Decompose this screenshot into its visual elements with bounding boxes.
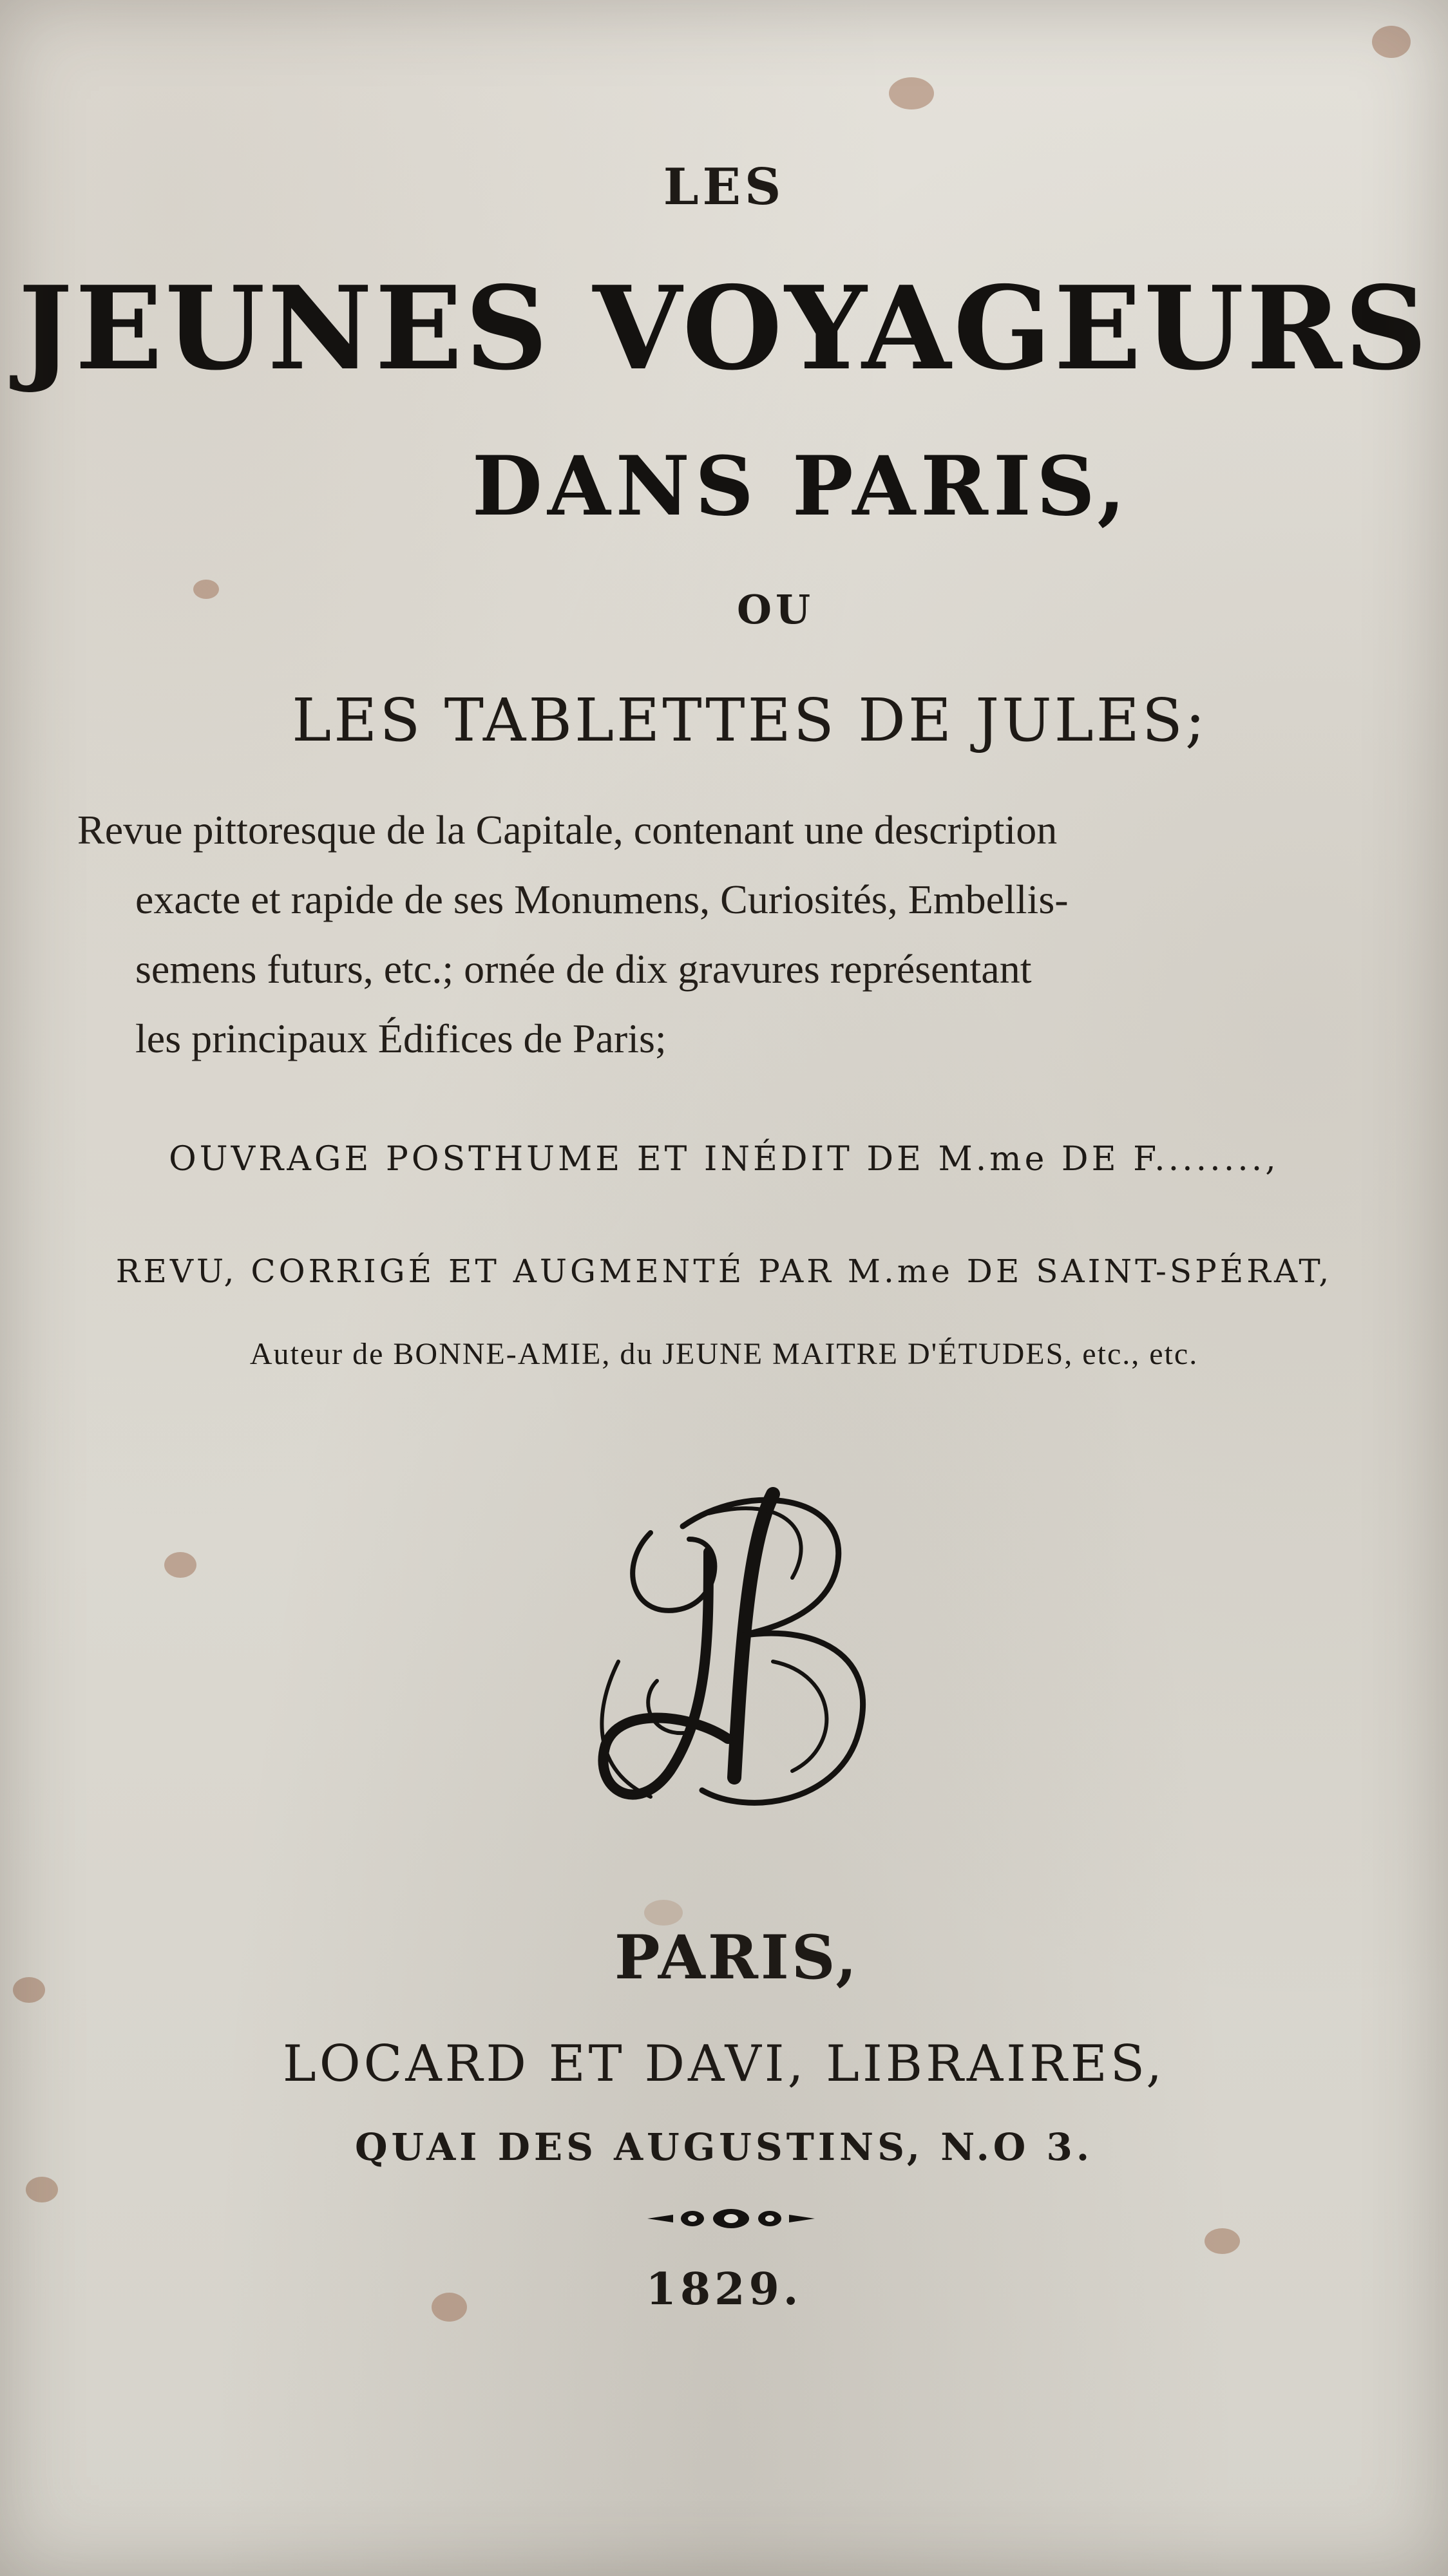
posthumous-work-line: OUVRAGE POSTHUME ET INÉDIT DE M.me DE F........, (169, 1140, 1279, 1179)
foxing-stain (164, 1552, 196, 1578)
description-line: les principaux Édifices de Paris; (135, 1016, 667, 1061)
publisher-imprint: LOCARD ET DAVI, LIBRAIRES, (282, 2035, 1166, 2093)
main-title: JEUNES VOYAGEURS (18, 261, 1430, 395)
subtitle: DANS PARIS, (472, 439, 1131, 534)
printers-ornament-icon (647, 2206, 815, 2231)
city-imprint: PARIS, (614, 1922, 860, 1993)
description-line: Revue pittoresque de la Capitale, contenant une description (77, 807, 1058, 853)
publisher-address: QUAI DES AUGUSTINS, N.O 3. (354, 2125, 1094, 2169)
foxing-stain (889, 77, 934, 109)
les-heading: LES (663, 158, 785, 216)
foxing-stain (1372, 26, 1411, 58)
foxing-stain (1205, 2228, 1240, 2254)
description-line: exacte et rapide de ses Monumens, Curiosités, Embellis- (135, 876, 1069, 922)
publication-year: 1829. (645, 2264, 803, 2315)
description-paragraph (77, 795, 1372, 1074)
ou-conjunction: OU (736, 586, 815, 633)
publisher-monogram-icon (580, 1468, 889, 1829)
alternate-title: LES TABLETTES DE JULES; (292, 686, 1208, 755)
author-of-line: Auteur de BONNE-AMIE, du JEUNE MAITRE D'ÉTUDES, etc., etc. (249, 1337, 1199, 1371)
foxing-stain (26, 2177, 58, 2202)
foxing-stain (644, 1900, 683, 1926)
description-line: semens futurs, etc.; ornée de dix gravures représentant (135, 946, 1032, 992)
revised-by-line: REVU, CORRIGÉ ET AUGMENTÉ PAR M.me DE SAINT-SPÉRAT, (115, 1253, 1333, 1290)
